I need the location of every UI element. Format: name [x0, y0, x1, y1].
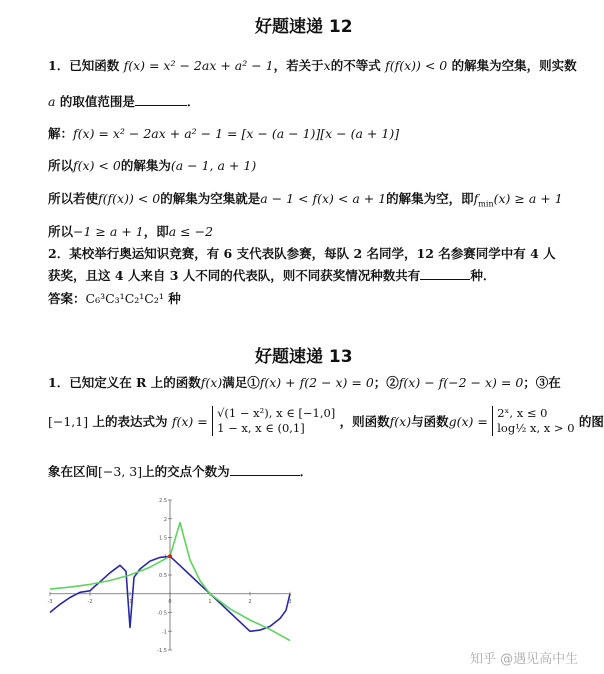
piecewise-f: √(1 − x²), x ∈ [−1,0] 1 − x, x ∈ (0,1] — [212, 406, 335, 436]
y-tick-label: 1 — [163, 554, 167, 561]
x-tick-label: -2 — [87, 598, 93, 605]
solution-line-3: 所以若使f(f(x)) < 0的解集为空集就是a − 1 < f(x) < a + 1的解集为空，即$f_{min}(x) \ge a + 1$ — [48, 191, 563, 209]
y-tick-label: -0.5 — [157, 610, 167, 617]
problem-13-statement: 1．已知定义在 R 上的函数f(x)满足①f(x) + f(2 − x) = 0；②f(x) − f(−2 − x) = 0；③在 — [48, 375, 561, 390]
answer-blank — [135, 93, 187, 106]
y-tick-label: 0.5 — [159, 573, 167, 579]
x-tick-label: -1 — [127, 598, 133, 605]
intersection-marker — [168, 554, 172, 558]
y-tick-label: -1 — [162, 629, 167, 636]
watermark: 知乎 @遇见高中生 — [470, 652, 579, 667]
problem-2-statement-cont: 获奖，且这 4 人来自 3 人不同的代表队，则不同获奖情况种数共有 种． — [48, 268, 496, 283]
solution-line-1: 解：f(x) = x² − 2ax + a² − 1 = [x − (a − 1)][x − (a + 1)] — [48, 126, 400, 141]
problem-13-statement-cont: [−1,1] 上的表达式为 f(x) = √(1 − x²), x ∈ [−1,0] 1 − x, x ∈ (0,1] ，则函数f(x)与函数g(x) = 2ˣ, x ≤ 0 log½ x, x > 0 的图 — [48, 406, 604, 435]
solution-line-4: 所以−1 ≥ a + 1，即a ≤ −2 — [48, 224, 214, 239]
series-line-2 — [47, 523, 290, 641]
y-tick-label: 1.5 — [159, 535, 167, 542]
series-line-1 — [47, 556, 290, 631]
answer-blank — [420, 267, 470, 280]
x-tick-label: -3 — [47, 598, 53, 605]
piecewise-g: 2ˣ, x ≤ 0 log½ x, x > 0 — [492, 406, 574, 436]
x-tick-label: 0 — [168, 598, 172, 605]
section-title-13: 好题速递 13 — [255, 347, 353, 367]
y-tick-label: 2.5 — [159, 498, 167, 504]
y-tick-label: -1.5 — [157, 648, 167, 654]
problem-2-statement: 2．某校举行奥运知识竞赛，有 6 支代表队参赛，每队 2 名同学，12 名参赛同学中有 4 人 — [48, 246, 556, 261]
problem-13-statement-end: 象在区间[−3, 3]上的交点个数为 ． — [48, 464, 313, 479]
x-tick-label: 3 — [288, 598, 292, 605]
problem-2-answer: 答案：C₆³C₃¹C₂¹C₂¹ 种 — [48, 291, 181, 306]
x-tick-label: 1 — [208, 598, 212, 605]
problem-1-statement-cont: a 的取值范围是 ． — [48, 94, 200, 109]
section-title-12: 好题速递 12 — [255, 17, 353, 37]
solution-line-2: 所以f(x) < 0的解集为(a − 1, a + 1) — [48, 158, 257, 173]
y-tick-label: 2 — [163, 516, 167, 523]
x-tick-label: 2 — [248, 598, 252, 605]
answer-blank — [230, 463, 300, 476]
problem-1-statement: 1．已知函数 f(x) = x² − 2ax + a² − 1，若关于x的不等式 f(f(x)) < 0 的解集为空集，则实数 — [48, 58, 577, 73]
